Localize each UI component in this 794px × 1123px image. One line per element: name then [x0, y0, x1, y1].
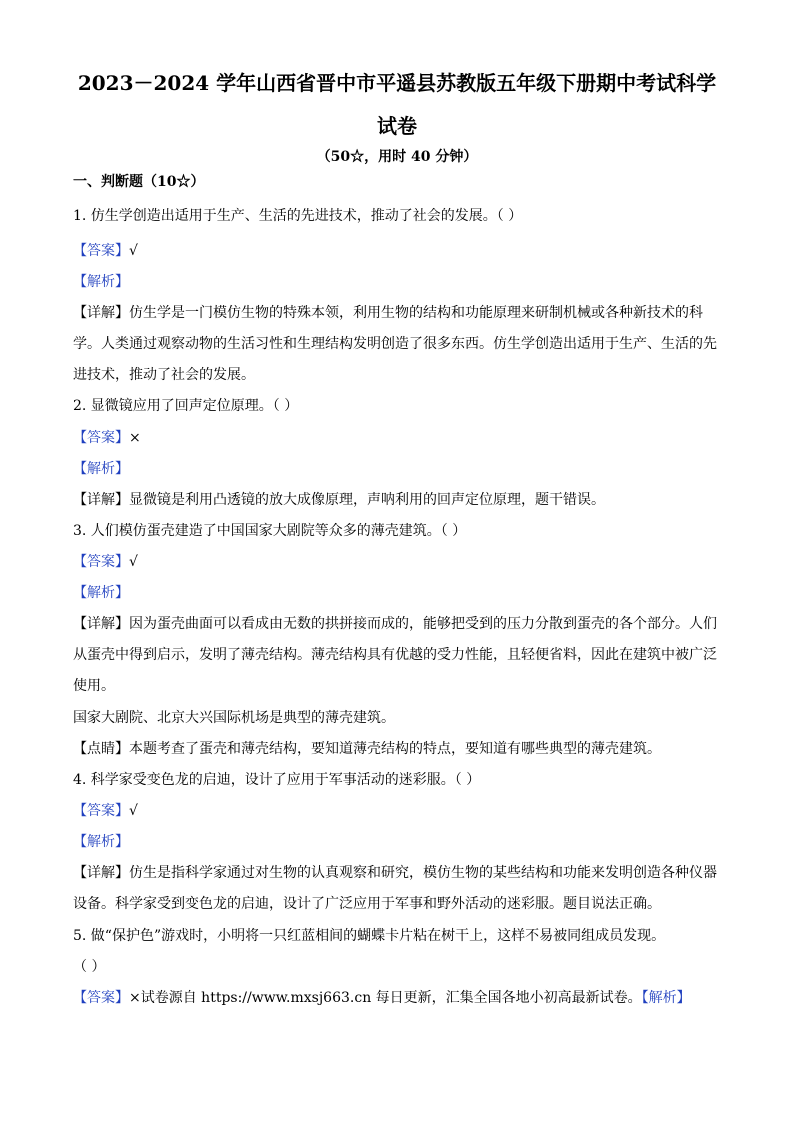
answer-label: 【答案】 [73, 554, 129, 570]
answer-5 [73, 988, 691, 1008]
answer-label: 【答案】 [73, 243, 129, 259]
detail-text: 仿生学是一门模仿生物的特殊本领，利用生物的结构和功能原理来研制机械或各种新技术的科学。人类通过观察动物的生活习性和生理结构发明创造了很多东西。仿生学创造出适用于生产、生活的先进技术，推动了社会的发展。 [73, 305, 717, 383]
answer-value: √ [129, 554, 138, 570]
question-3: 3. 人们模仿蛋壳建造了中国国家大剧院等众多的薄壳建筑。（ ） [73, 523, 467, 539]
analysis-label-4: 【解析】 [73, 834, 129, 850]
detail-4 [73, 858, 723, 920]
analysis-label-3: 【解析】 [73, 585, 129, 601]
answer-2 [73, 428, 141, 448]
analysis-label-5: 【解析】 [641, 990, 691, 1006]
document-subtitle: （50☆，用时 40 分钟） [316, 149, 478, 165]
answer-label: 【答案】 [73, 990, 129, 1006]
detail-3 [73, 609, 723, 702]
detail-text: 显微镜是利用凸透镜的放大成像原理，声呐利用的回声定位原理，题干错误。 [129, 492, 605, 508]
document-title-line-1: 2023－2024 学年山西省晋中市平遥县苏教版五年级下册期中考试科学 [77, 71, 717, 95]
analysis-label-2: 【解析】 [73, 461, 129, 477]
detail-label: 【详解】 [73, 492, 129, 508]
answer-value: × [129, 430, 141, 446]
question-1: 1. 仿生学创造出适用于生产、生活的先进技术，推动了社会的发展。（ ） [73, 208, 523, 224]
answer-3 [73, 552, 138, 572]
answer-value: ×试卷源自 https://www.mxsj663.cn 每日更新，汇集全国各地小初高最新试卷。 [129, 990, 642, 1006]
answer-label: 【答案】 [73, 803, 129, 819]
answer-value: √ [129, 803, 138, 819]
detail-label: 【详解】 [73, 305, 129, 321]
detail-text: 因为蛋壳曲面可以看成由无数的拱拼接而成的，能够把受到的压力分散到蛋壳的各个部分。人们从蛋壳中得到启示，发明了薄壳结构。薄壳结构具有优越的受力性能，且轻便省料，因此在建筑中被广泛使用。 [73, 616, 717, 694]
detail-label: 【详解】 [73, 616, 129, 632]
answer-1 [73, 241, 138, 261]
document-title-line-2: 试卷 [377, 114, 417, 138]
question-5: 5. 做“保护色”游戏时，小明将一只红蓝相间的蝴蝶卡片粘在树干上，这样不易被同组成员发现。 [73, 928, 666, 944]
detail-2 [73, 490, 605, 510]
answer-value: √ [129, 243, 138, 259]
analysis-label-1: 【解析】 [73, 274, 129, 290]
comment-3 [73, 739, 661, 759]
section-heading-judgment: 一、判断题（10☆） [73, 174, 205, 190]
question-5-blank: （ ） [73, 959, 106, 975]
answer-4 [73, 801, 138, 821]
answer-label: 【答案】 [73, 430, 129, 446]
question-2: 2. 显微镜应用了回声定位原理。（ ） [73, 398, 299, 414]
detail-3-extra: 国家大剧院、北京大兴国际机场是典型的薄壳建筑。 [73, 710, 395, 726]
comment-label: 【点睛】 [73, 741, 129, 757]
question-4: 4. 科学家受变色龙的启迪，设计了应用于军事活动的迷彩服。（ ） [73, 772, 481, 788]
detail-label: 【详解】 [73, 865, 129, 881]
detail-1 [73, 298, 723, 391]
detail-text: 仿生是指科学家通过对生物的认真观察和研究，模仿生物的某些结构和功能来发明创造各种仪器设备。科学家受到变色龙的启迪，设计了广泛应用于军事和野外活动的迷彩服。题目说法正确。 [73, 865, 717, 912]
comment-text: 本题考查了蛋壳和薄壳结构，要知道薄壳结构的特点，要知道有哪些典型的薄壳建筑。 [129, 741, 661, 757]
